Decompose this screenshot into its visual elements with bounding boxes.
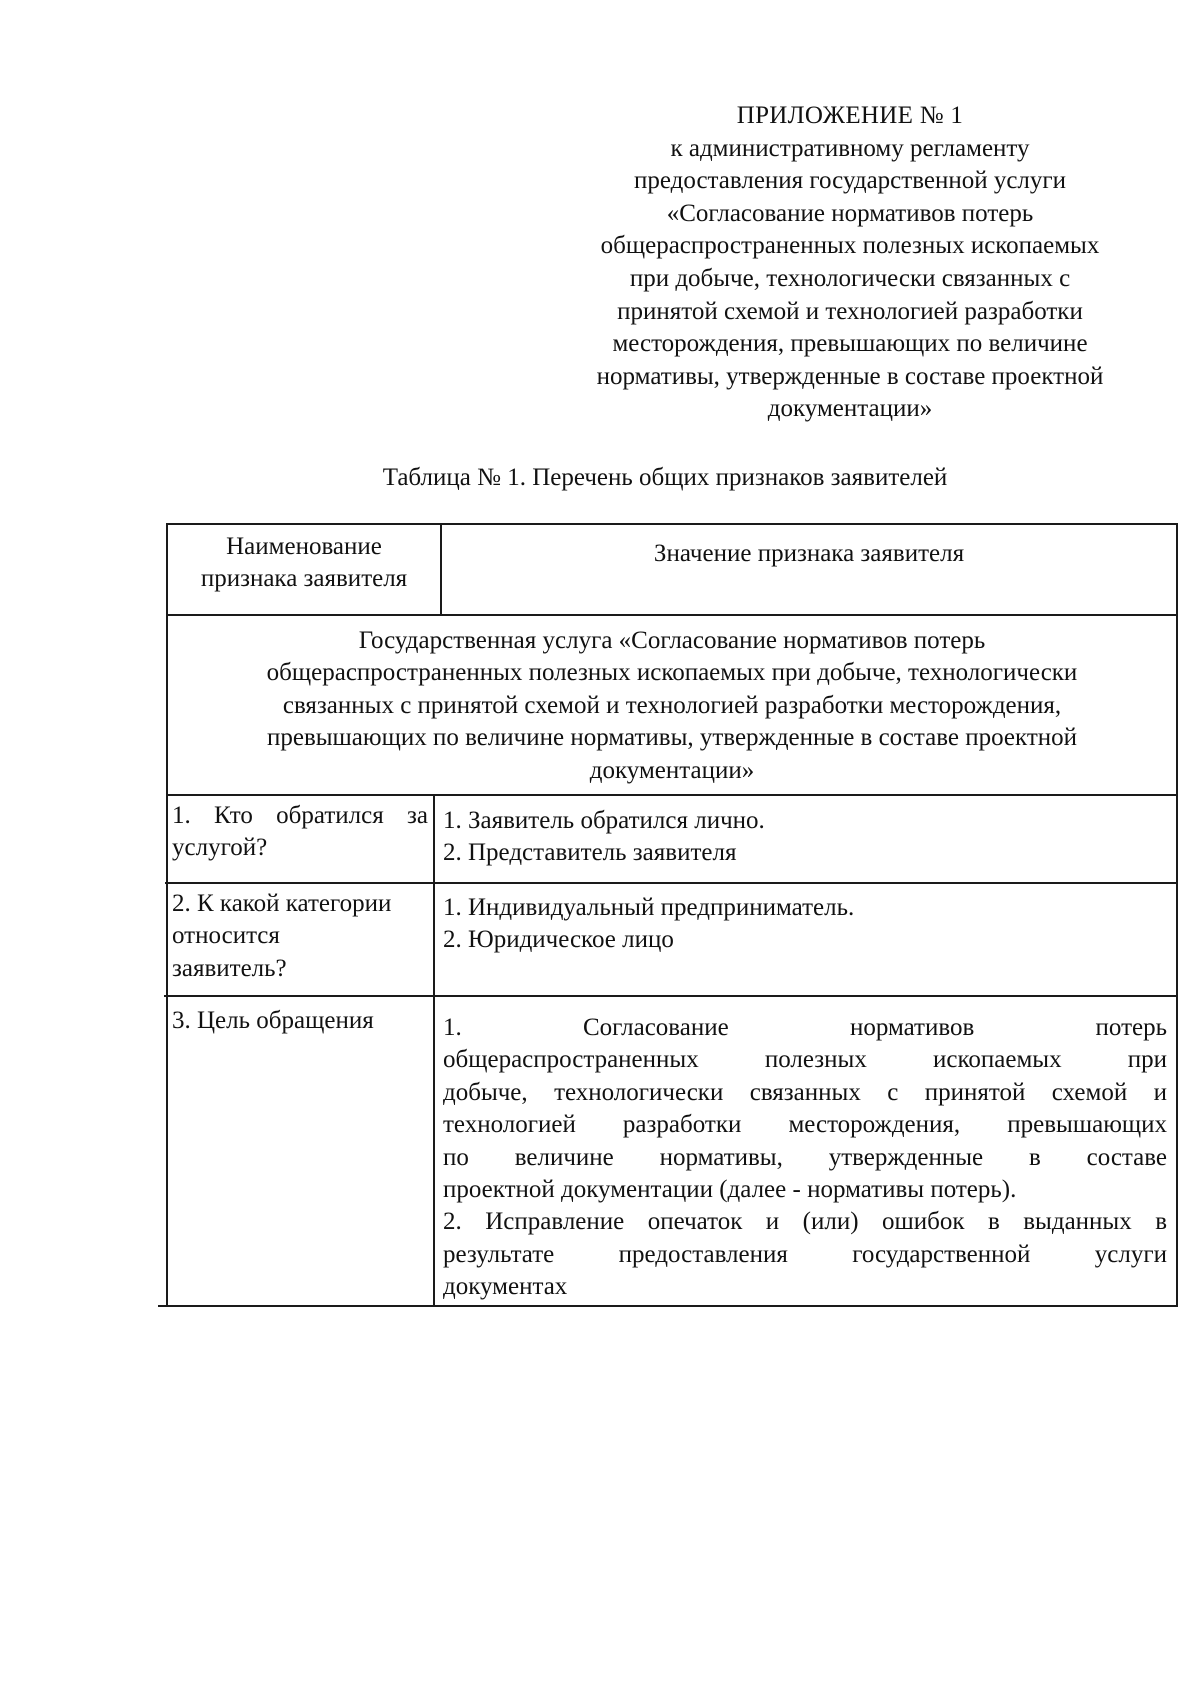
appendix-line: документации»: [767, 395, 933, 423]
table-row-value: 1. Согласование нормативов потерь общераспространенных полезных ископаемых при добыче, технологически связанных с принятой схемой и технологией разработки месторождения, превышающих по величине нормативы, утвержденные в составе проектной документации (далее - нормативы потерь). 2. Исправление опечаток и (или) ошибок в выданных в результате предоставления государственной услуги документах: [443, 1014, 1167, 1301]
header-criterion-name: Наименование признака заявителя: [200, 533, 408, 593]
table-border-top: [168, 523, 1178, 525]
appendix-line: месторождения, превышающих по величине: [612, 330, 1088, 358]
appendix-line: предоставления государственной услуги: [633, 167, 1067, 195]
table-row-criterion: 2. К какой категории относится заявитель?: [172, 890, 392, 982]
appendix-title: ПРИЛОЖЕНИЕ № 1: [736, 102, 964, 129]
table-row-value: 1. Индивидуальный предприниматель. 2. Юридическое лицо: [443, 894, 855, 954]
appendix-line: при добыче, технологически связанных с: [629, 264, 1071, 292]
appendix-line: принятой схемой и технологией разработки: [617, 297, 1083, 325]
table-caption: Таблица № 1. Перечень общих признаков заявителей: [382, 464, 948, 491]
table-row-criterion: 3. Цель обращения: [172, 1007, 374, 1034]
header-criterion-value: Значение признака заявителя: [653, 540, 965, 567]
table-column-divider: [433, 794, 435, 1307]
table-row-value: 1. Заявитель обратился лично. 2. Представитель заявителя: [443, 807, 765, 867]
appendix-line: нормативы, утвержденные в составе проектной: [596, 362, 1104, 390]
table-row-divider: [168, 614, 1177, 616]
table-border-left: [166, 523, 168, 1305]
appendix-line: общераспространенных полезных ископаемых: [600, 232, 1100, 260]
table-row-criterion: 1. Кто обратился за услугой?: [172, 802, 428, 862]
table-border-bottom: [158, 1305, 1178, 1307]
service-name-row: Государственная услуга «Согласование нормативов потерь общераспространенных полезных ископаемых при добыче, технологически связанных с принятой схемой и технологией разработки месторождения, превышающих по величине нормативы, утвержденные в составе проектной документации»: [266, 627, 1078, 784]
appendix-line: «Согласование нормативов потерь: [666, 199, 1034, 227]
appendix-line: к административному регламенту: [670, 134, 1030, 162]
table-row-divider: [164, 995, 1177, 997]
table-border-right: [1176, 523, 1178, 1307]
table-column-divider: [440, 523, 442, 615]
table-row-divider: [165, 882, 1177, 884]
table-row-divider: [166, 794, 1177, 796]
